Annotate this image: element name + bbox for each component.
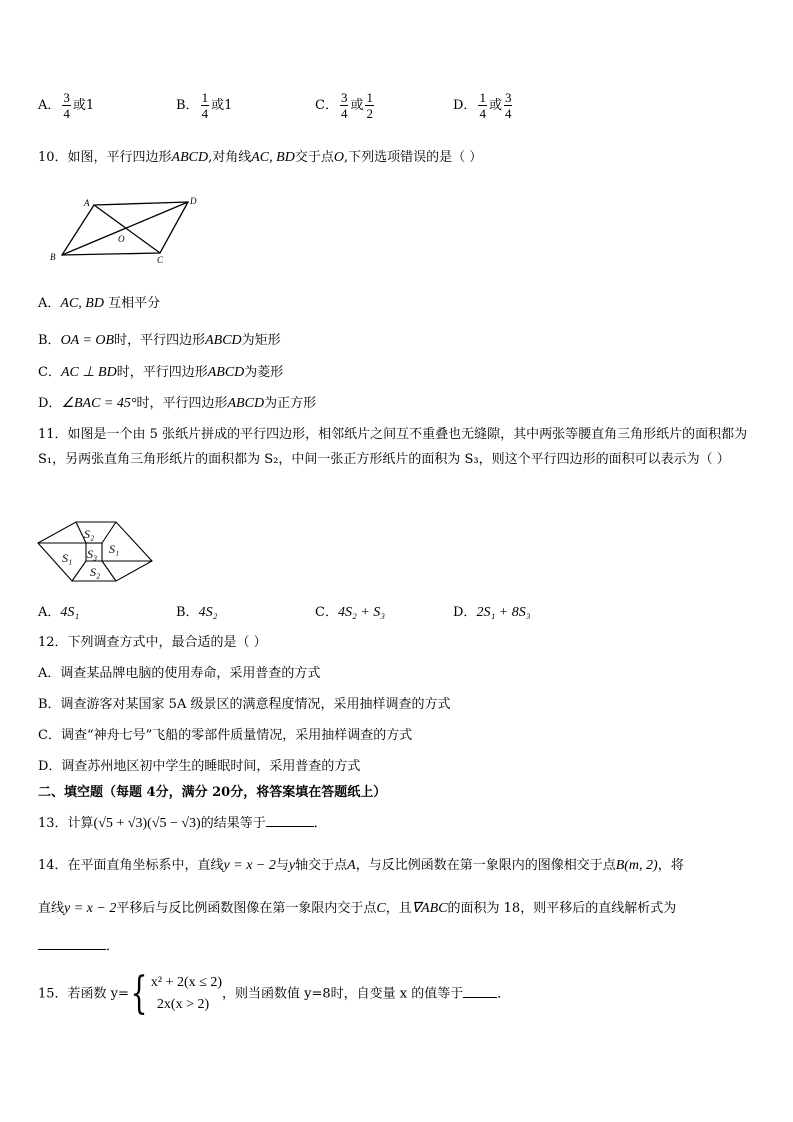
q15-stem: 15．若函数 y={ x² + 2(x ≤ 2) 2x(x > 2) ，则当函数值 y=8时，自变量 x 的值等于 ． <box>38 968 511 1019</box>
q11-paper-pieces-figure <box>36 518 156 586</box>
q12-option-a: A．调查某品牌电脑的使用寿命，采用普查的方式 <box>38 666 321 681</box>
fraction: $\frac{3}{4}$ <box>340 90 348 121</box>
answer-blank[interactable] <box>266 826 314 827</box>
section-heading-fill-in: 二、填空题（每题 4分，满分 20分，将答案填在答题纸上） <box>38 785 387 800</box>
q12-option-c: C．调查“神舟七号”飞船的零部件质量情况，采用抽样调查的方式 <box>38 728 413 743</box>
fraction: $\frac{3}{4}$ <box>504 90 512 121</box>
label-a: A <box>84 198 90 208</box>
label-s2-top: S₂ <box>84 527 95 541</box>
q11-option-c: C．4S₂ + S₃ <box>315 605 386 620</box>
q11-stem: 11．如图是一个由 5 张纸片拼成的平行四边形，相邻纸片之间互不重叠也无缝隙，其中两张等腰直角三角形纸片的面积都为 S₁，另两张直角三角形纸片的面积都为 S₂，中间一张正方形纸片的面积为 S₃，则这个平行四边形的面积可以表示为（ ） <box>38 427 748 467</box>
q10-stem: 10．如图，平行四边形ABCD,对角线AC, BD交于点O,下列选项错误的是（ ） <box>38 150 483 165</box>
label-s1-left: S₁ <box>62 551 73 565</box>
q10-option-c: C．AC ⊥ BD时，平行四边形ABCD为菱形 <box>38 365 284 380</box>
q9-option-a: A． $\frac{3}{4}$ 或1 <box>38 90 95 121</box>
q13-stem: 13．计算(√5 + √3)(√5 − √3)的结果等于 ． <box>38 816 327 831</box>
q10-parallelogram-figure <box>44 192 208 266</box>
q14-stem-line1: 14．在平面直角坐标系中，直线y = x − 2与y轴交于点A，与反比例函数在第一象限内的图像相交于点B(m, 2)，将 <box>38 858 684 873</box>
fraction: $\frac{1}{2}$ <box>366 90 373 121</box>
q11-option-d: D．2S₁ + 8S₃ <box>453 605 531 620</box>
label-b: B <box>50 252 56 262</box>
answer-blank[interactable] <box>463 997 497 998</box>
piece-edge <box>102 561 116 581</box>
q12-option-d: D．调查苏州地区初中学生的睡眠时间，采用普查的方式 <box>38 759 361 774</box>
q9-option-b: B． $\frac{1}{4}$ 或1 <box>176 90 233 121</box>
label-s2-bottom: S₂ <box>90 565 101 579</box>
piece-edge <box>102 522 116 543</box>
fraction: $\frac{1}{4}$ <box>201 90 209 121</box>
q10-option-a: A．AC, BD 互相平分 <box>38 296 161 311</box>
q9-option-d: D． $\frac{1}{4}$ 或 $\frac{3}{4}$ <box>453 90 512 121</box>
brace-icon: { <box>130 968 148 1019</box>
diagonal-bd <box>62 202 188 255</box>
q10-option-b: B．OA = OB时，平行四边形ABCD为矩形 <box>38 333 281 348</box>
q10-option-d: D．∠BAC = 45°时，平行四边形ABCD为正方形 <box>38 396 317 411</box>
fraction: $\frac{1}{4}$ <box>479 90 486 121</box>
piecewise-cases: x² + 2(x ≤ 2) 2x(x > 2) <box>150 975 223 1012</box>
label-d: D <box>190 196 197 206</box>
label-o: O <box>118 234 125 244</box>
q12-stem: 12．下列调查方式中，最合适的是（ ） <box>38 635 267 650</box>
label-c: C <box>157 255 164 265</box>
q14-stem-line2: 直线y = x − 2平移后与反比例函数图像在第一象限内交于点C，且∇ABC的面积为 18，则平移后的直线解析式为 <box>38 901 677 916</box>
piece-edge <box>72 561 86 581</box>
q11-option-b: B．4S₂ <box>176 605 218 620</box>
label-s1-right: S₁ <box>109 542 120 556</box>
answer-blank[interactable] <box>38 949 106 950</box>
q14-answer-line: ． <box>38 937 119 957</box>
fraction: $\frac{3}{4}$ <box>63 90 70 121</box>
diagonal-ac <box>94 205 160 253</box>
q11-option-a: A．4S₁ <box>38 605 80 620</box>
q12-option-b: B．调查游客对某国家 5A 级景区的满意程度情况，采用抽样调查的方式 <box>38 697 451 712</box>
q9-option-c: C． $\frac{3}{4}$ 或 $\frac{1}{2}$ <box>315 90 373 121</box>
label-s3-center: S₃ <box>87 547 98 561</box>
